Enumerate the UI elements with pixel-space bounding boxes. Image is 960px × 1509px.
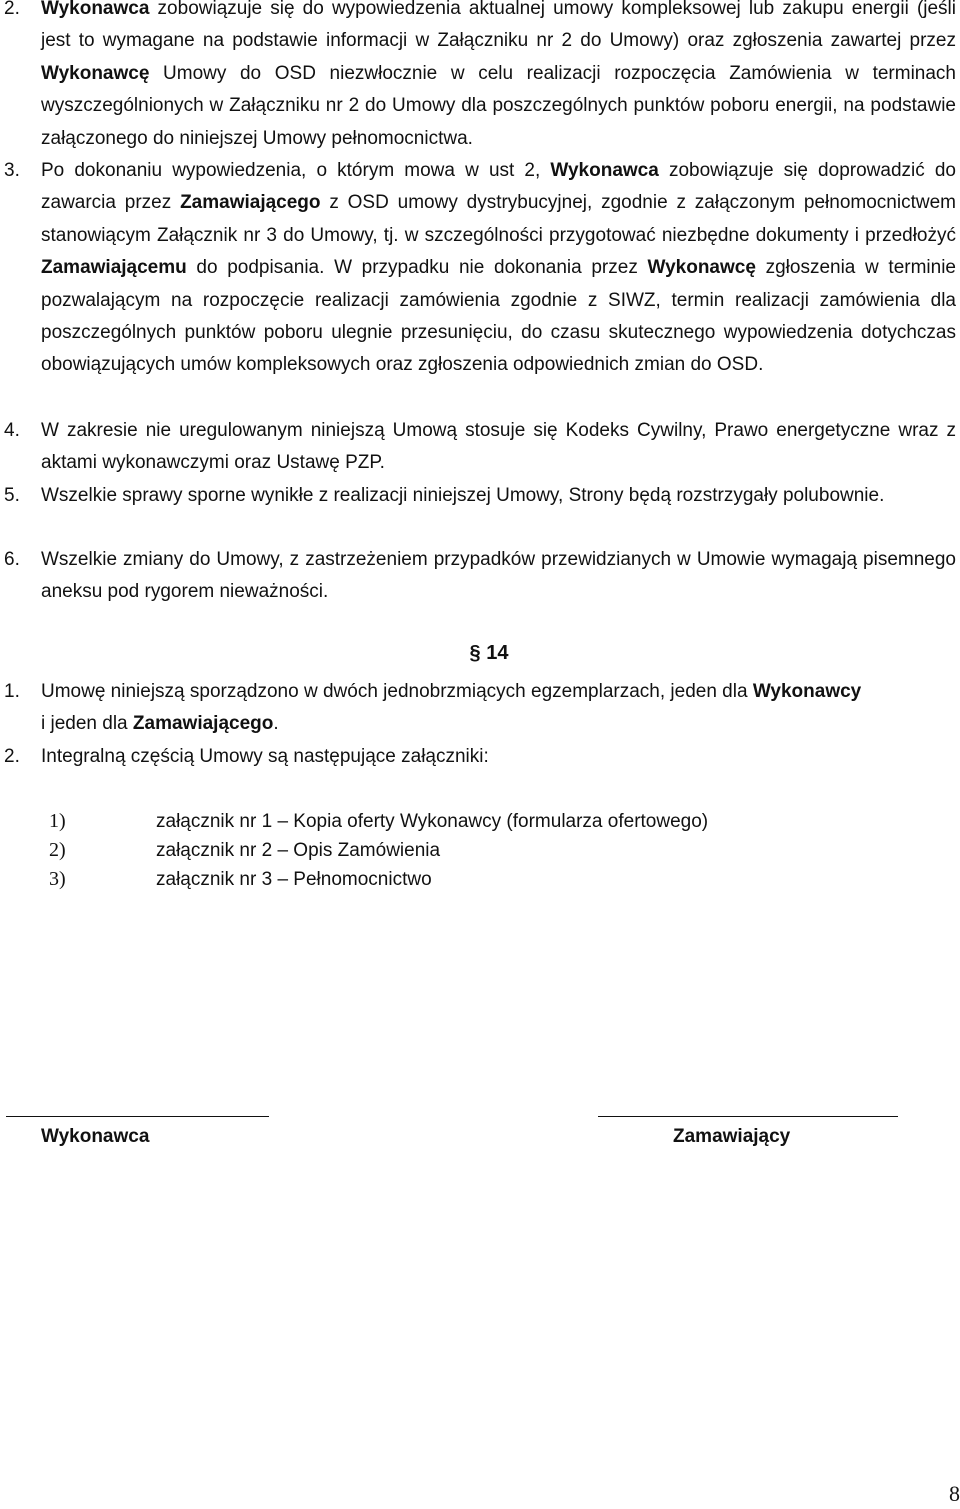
list-index: 3): [49, 868, 66, 890]
text-run: zobowiązuje się doprowadzić do zawarcia przez: [41, 160, 956, 214]
text-run: z OSD umowy dystrybucyjnej, zgodnie z załączonym pełnomocnictwem stanowiącym Załącznik nr 3 do Umowy, tj. w szczególności przygotować niezbędne dokumenty i przedłożyć: [41, 192, 956, 246]
clause-3: [0, 155, 958, 382]
list-index: 2): [49, 839, 66, 861]
section14-point-1: [0, 676, 958, 741]
bold-term: Wykonawca: [41, 0, 150, 19]
point-number: 1.: [4, 681, 20, 702]
clause-text: [41, 0, 956, 155]
text-run: Umowy do OSD niezwłocznie w celu realizacji rozpoczęcia Zamówienia w terminach wyszczególnionych w Załączniku nr 2 do Umowy dla poszczególnych punktów poboru energii, na podstawie załączonego do niniejszej Umowy pełnomocnictwa.: [41, 62, 956, 149]
point-number: 2.: [4, 746, 20, 767]
clause-5: [0, 480, 958, 512]
list-item: [0, 865, 960, 894]
clause-text: Wszelkie zmiany do Umowy, z zastrzeżeniem przypadków przewidzianych w Umowie wymagają pisemnego aneksu pod rygorem nieważności.: [41, 549, 956, 603]
clause-text: Wszelkie sprawy sporne wynikłe z realizacji niniejszej Umowy, Strony będą rozstrzygały polubownie.: [41, 485, 885, 506]
signature-line-left: [6, 1116, 269, 1117]
bold-term: Wykonawcę: [647, 257, 756, 279]
section-heading: [0, 638, 960, 668]
clause-2: [0, 0, 958, 155]
clause-text: [41, 155, 956, 382]
bold-term: Wykonawcę: [41, 62, 150, 84]
section-title: § 14: [469, 642, 509, 664]
signature-line-right: [598, 1116, 898, 1117]
list-text: załącznik nr 2 – Opis Zamówienia: [156, 840, 441, 861]
list-item: [0, 836, 960, 865]
point-text: [41, 676, 956, 741]
text-run: Umowę niniejszą sporządzono w dwóch jednobrzmiących egzemplarzach, jeden dla: [41, 681, 753, 702]
list-text: załącznik nr 1 – Kopia oferty Wykonawcy (formularza ofertowego): [156, 811, 709, 832]
clause-4: [0, 415, 958, 480]
clause-number: 4.: [4, 420, 20, 441]
page-number: 8: [949, 1481, 960, 1506]
clause-number: 5.: [4, 485, 20, 506]
text-run: zgłoszenia w terminie pozwalającym na rozpoczęcie realizacji zamówienia zgodnie z SIWZ, termin realizacji zamówienia dla poszczególnych punktów poboru ulegnie przesunięciu, do czasu skutecznego wypowiedzenia dotychczas obowiązujących umów kompleksowych oraz zgłoszenia odpowiednich zmian do OSD.: [41, 257, 956, 376]
bold-term: Zamawiającemu: [41, 257, 187, 279]
list-item: [0, 807, 960, 836]
list-index: 1): [49, 810, 66, 832]
clause-number: 3.: [4, 160, 20, 181]
signature-label-right: Zamawiający: [673, 1126, 791, 1147]
text-run: .: [273, 713, 279, 735]
signature-label-left: Wykonawca: [41, 1126, 150, 1147]
attachments-list: [0, 807, 960, 894]
bold-term: Wykonawcy: [752, 681, 862, 702]
clause-number: 6.: [4, 549, 20, 570]
clause-text: W zakresie nie uregulowanym niniejszą Umową stosuje się Kodeks Cywilny, Prawo energetyczne wraz z aktami wykonawczymi oraz Ustawę PZP.: [41, 420, 956, 474]
text-run: do podpisania. W przypadku nie dokonania przez: [186, 257, 648, 279]
bold-term: Wykonawca: [550, 160, 659, 181]
clause-6: [0, 544, 958, 609]
list-text: załącznik nr 3 – Pełnomocnictwo: [156, 869, 432, 890]
section14-point-2: [0, 741, 958, 773]
text-run: zobowiązuje się do wypowiedzenia aktualnej umowy kompleksowej lub zakupu energii (jeśli jest to wymagane na podstawie informacji w Załączniku nr 2 do Umowy) oraz zgłoszenia zawartej przez: [41, 0, 956, 52]
text-run: i jeden dla: [41, 713, 133, 735]
bold-term: Zamawiającego: [132, 713, 274, 735]
bold-term: Zamawiającego: [180, 192, 321, 214]
point-text: Integralną częścią Umowy są następujące załączniki:: [41, 746, 489, 767]
text-run: Po dokonaniu wypowiedzenia, o którym mowa w ust 2,: [41, 160, 551, 181]
clause-number: 2.: [4, 0, 20, 19]
